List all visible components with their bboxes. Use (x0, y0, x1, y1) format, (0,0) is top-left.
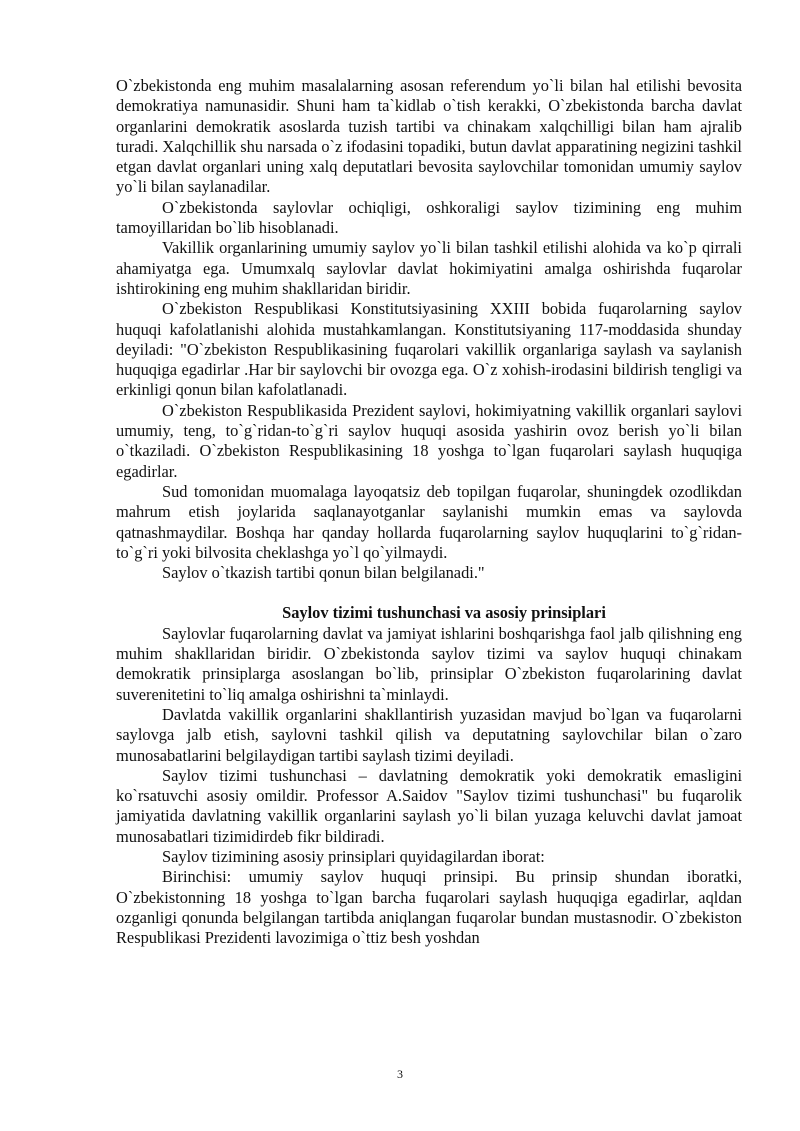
paragraph-electoral-system-definition: Davlatda vakillik organlarini shakllantirish yuzasidan mavjud bo`lgan va fuqarolarni saylovga jalb etish, saylovni tashkil qilish va deputatning saylovchilar bilan o`zaro munosabatlarini belgilaydigan tartibi saylash tizimi deyiladi. (116, 704, 742, 765)
paragraph-restrictions: Sud tomonidan muomalaga layoqatsiz deb topilgan fuqarolar, shuningdek ozodlikdan mahrum etish joylarida saqlanayotganlar saylanishi mumkin emas va saylovda qatnashmaydilar. Boshqa har qanday hollarda fuqarolarning saylov huquqlarini to`g`ridan-to`g`ri yoki bilvosita cheklashga yo`l qo`yilmaydi. (116, 481, 742, 562)
paragraph-first-principle: Birinchisi: umumiy saylov huquqi prinsipi. Bu prinsip shundan iboratki, O`zbekistonning 18 yoshga to`lgan barcha fuqarolari saylash huquqiga egadirlar, aqldan ozganligi qonunda belgilangan tartibda aniqlangan fuqarolar bundan mustasnodir. O`zbekiston Respublikasi Prezidenti lavozimiga o`ttiz besh yoshdan (116, 867, 742, 948)
paragraph-constitution: O`zbekiston Respublikasi Konstitutsiyasining XXIII bobida fuqarolarning saylov huquqi kafolatlanishi alohida mustahkamlangan. Konstitutsiyaning 117-moddasida shunday deyiladi: "O`zbekiston Respublikasining fuqarolari vakillik organlariga saylash va saylanish huquqiga egadirlar .Har bir saylovchi bir ovozga ega. O`z xohish-irodasini bildirish tengligi va erkinligi qonun bilan kafolatlanadi. (116, 299, 742, 400)
section-heading: Saylov tizimi tushunchasi va asosiy prinsiplari (282, 603, 606, 623)
paragraph-openness: O`zbekistonda saylovlar ochiqligi, oshkoraligi saylov tizimining eng muhim tamoyillaridan bo`lib hisoblanadi. (116, 197, 742, 238)
paragraph-elections-participation: Saylovlar fuqarolarning davlat va jamiyat ishlarini boshqarishga faol jalb qilishning eng muhim shakllaridan biridir. O`zbekistonda saylov tizimi va saylov huquqi chinakam demokratik prinsiplarga asoslangan bo`lib, prinsiplar O`zbekiston fuqarolarining davlat suverenitetini to`liq amalga oshirishni ta`minlaydi. (116, 623, 742, 704)
paragraph-election-procedure: Saylov o`tkazish tartibi qonun bilan belgilanadi." (162, 563, 485, 583)
paragraph-saidov-quote: Saylov tizimi tushunchasi – davlatning demokratik yoki demokratik emasligini ko`rsatuvchi asosiy omildir. Professor A.Saidov "Saylov tizimi tushunchasi" bu fuqarolik jamiyatida davlatning vakillik organlarini saylash yo`li bilan yuzaga keluvchi davlat jamoat munosabatlari tizimidirdeb fikr bildiradi. (116, 765, 742, 846)
document-body (116, 76, 742, 948)
page-number: 3 (397, 1067, 403, 1081)
paragraph-referendum: O`zbekistonda eng muhim masalalarning asosan referendum yo`li bilan hal etilishi bevosita demokratiya namunasidir. Shuni ham ta`kidlab o`tish kerakki, O`zbekistonda barcha davlat organlarini demokratik asoslarda tuzish tartibi va chinakam xalqchilligi bilan ham ajralib turadi. Xalqchillik shu narsada o`z ifodasini topadiki, butun davlat apparatining negizini tashkil etgan davlat organlari uning xalq deputatlari bevosita saylovchilar tomonidan umumiy saylov yo`li bilan saylanadilar. (116, 76, 742, 197)
paragraph-representative-organs: Vakillik organlarining umumiy saylov yo`li bilan tashkil etilishi alohida va ko`p qirrali ahamiyatga ega. Umumxalq saylovlar davlat hokimiyatini amalga oshirishda fuqarolar ishtirokining eng muhim shakllaridan biridir. (116, 238, 742, 298)
paragraph-principles-intro: Saylov tizimining asosiy prinsiplari quyidagilardan iborat: (162, 846, 545, 866)
paragraph-president-election: O`zbekiston Respublikasida Prezident saylovi, hokimiyatning vakillik organlari saylovi umumiy, teng, to`g`ridan-to`g`ri saylov huquqi asosida yashirin ovoz berish yo`li bilan o`tkaziladi. O`zbekiston Respublikasining 18 yoshga to`lgan fuqarolari saylash huquqiga egadirlar. (116, 400, 742, 481)
